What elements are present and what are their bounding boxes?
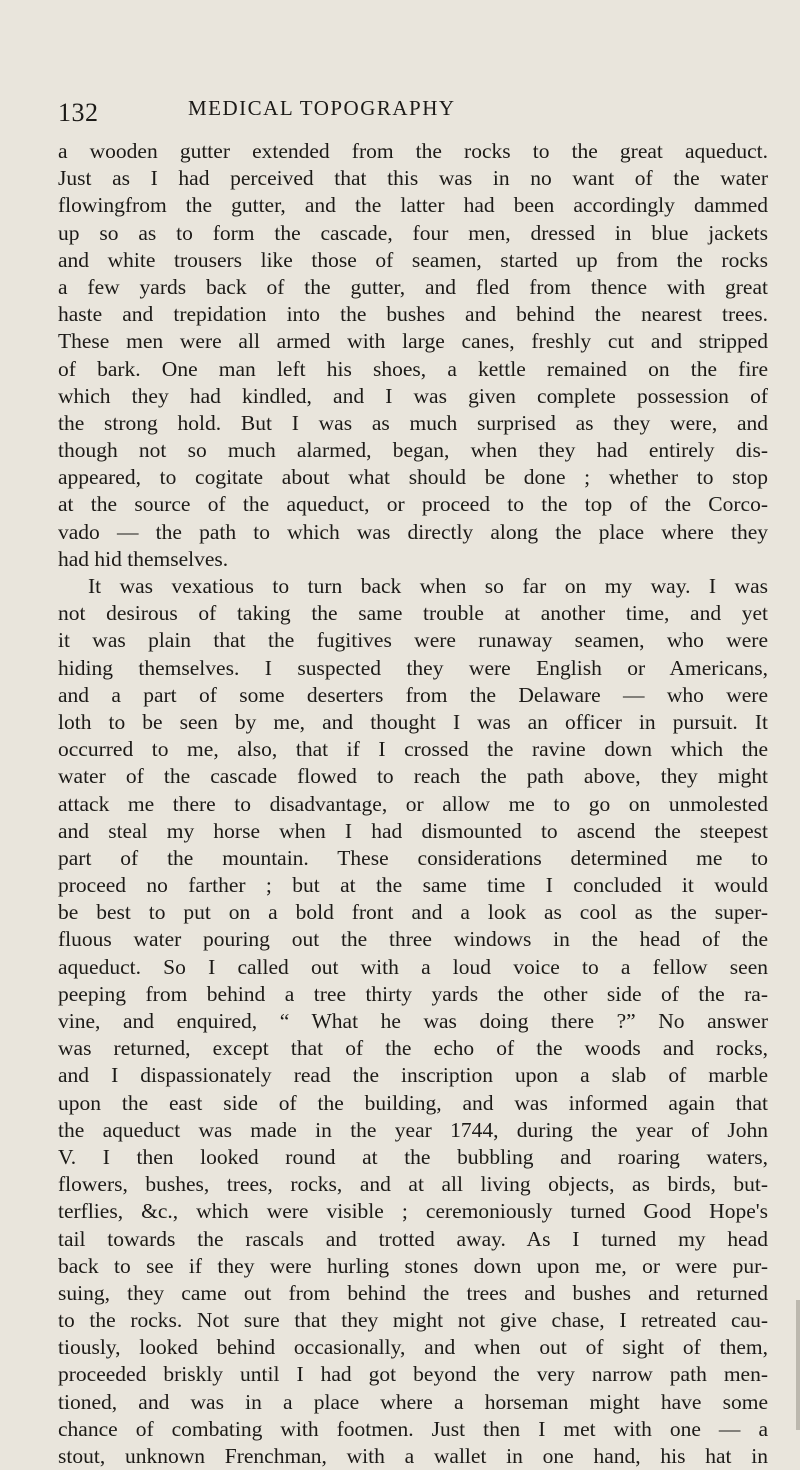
text-line: fluous water pouring out the three windows in the head of the	[58, 927, 768, 952]
page-header	[58, 88, 764, 128]
text-line: a few yards back of the gutter, and fled from thence with great	[58, 274, 768, 299]
text-line: the aqueduct was made in the year 1744, during the year of John	[58, 1117, 768, 1142]
text-line: terflies, &c., which were visible ; ceremoniously turned Good Hope's	[58, 1199, 768, 1224]
text-line: appeared, to cogitate about what should be done ; whether to stop	[58, 465, 768, 490]
text-line: flowers, bushes, trees, rocks, and at all living objects, as birds, but-	[58, 1172, 768, 1197]
body-text	[58, 138, 768, 1470]
text-line: proceeded briskly until I had got beyond the very narrow path men-	[58, 1362, 768, 1387]
text-line: though not so much alarmed, began, when they had entirely dis-	[58, 438, 768, 463]
text-line: to the rocks. Not sure that they might not give chase, I retreated cau-	[58, 1308, 768, 1333]
text-line: tiously, looked behind occasionally, and when out of sight of them,	[58, 1335, 768, 1360]
text-line: suing, they came out from behind the trees and bushes and returned	[58, 1280, 768, 1305]
text-line: aqueduct. So I called out with a loud voice to a fellow seen	[58, 954, 768, 979]
text-line: had hid themselves.	[58, 546, 229, 571]
text-line: at the source of the aqueduct, or proceed to the top of the Corco-	[58, 492, 768, 517]
text-line: was returned, except that of the echo of the woods and rocks,	[58, 1036, 768, 1061]
text-line: the strong hold. But I was as much surprised as they were, and	[58, 410, 768, 435]
text-line: proceed no farther ; but at the same time I concluded it would	[58, 873, 768, 898]
running-head: MEDICAL TOPOGRAPHY	[188, 96, 456, 120]
text-line: be best to put on a bold front and a look as cool as the super-	[58, 900, 768, 925]
text-line: up so as to form the cascade, four men, dressed in blue jackets	[58, 220, 768, 245]
text-line: and steal my horse when I had dismounted to ascend the steepest	[58, 818, 768, 843]
text-line: V. I then looked round at the bubbling and roaring waters,	[58, 1144, 768, 1169]
text-line: vine, and enquired, “ What he was doing there ?” No answer	[58, 1009, 768, 1033]
text-line: loth to be seen by me, and thought I was an officer in pursuit. It	[58, 709, 768, 734]
page-edge-shadow	[796, 1300, 800, 1430]
text-line: and I dispassionately read the inscription upon a slab of marble	[58, 1063, 768, 1088]
text-line: it was plain that the fugitives were runaway seamen, who were	[58, 628, 768, 653]
text-line: water of the cascade flowed to reach the path above, they might	[58, 764, 768, 789]
text-line: not desirous of taking the same trouble at another time, and yet	[58, 601, 768, 626]
text-line: tioned, and was in a place where a horseman might have some	[58, 1389, 768, 1414]
text-line: of bark. One man left his shoes, a kettle remained on the fire	[58, 356, 768, 381]
text-line: a wooden gutter extended from the rocks to the great aqueduct.	[58, 139, 768, 163]
text-line: tail towards the rascals and trotted away. As I turned my head	[58, 1226, 768, 1251]
text-line: and a part of some deserters from the Delaware — who were	[58, 682, 768, 707]
page-number: 132	[58, 98, 99, 127]
text-line: hiding themselves. I suspected they were English or Americans,	[58, 655, 768, 680]
text-line: flowingfrom the gutter, and the latter had been accordingly dammed	[58, 193, 768, 218]
text-line: chance of combating with footmen. Just then I met with one — a	[58, 1416, 768, 1441]
text-line: attack me there to disadvantage, or allow me to go on unmolested	[58, 791, 768, 816]
text-line: These men were all armed with large canes, freshly cut and stripped	[58, 329, 768, 354]
text-line: and white trousers like those of seamen, started up from the rocks	[58, 247, 768, 272]
text-line: Just as I had perceived that this was in no want of the water	[58, 166, 768, 191]
text-line: stout, unknown Frenchman, with a wallet in one hand, his hat in	[58, 1444, 768, 1468]
text-line: upon the east side of the building, and was informed again that	[58, 1090, 768, 1115]
text-line: vado — the path to which was directly along the place where they	[58, 519, 768, 544]
text-line: part of the mountain. These considerations determined me to	[58, 845, 768, 870]
text-line: back to see if they were hurling stones down upon me, or were pur-	[58, 1253, 768, 1278]
text-line: It was vexatious to turn back when so far on my way. I was	[88, 574, 768, 598]
text-line: occurred to me, also, that if I crossed the ravine down which the	[58, 737, 768, 762]
text-line: haste and trepidation into the bushes and behind the nearest trees.	[58, 302, 768, 327]
text-line: which they had kindled, and I was given complete possession of	[58, 383, 768, 408]
text-line: peeping from behind a tree thirty yards the other side of the ra-	[58, 981, 768, 1006]
